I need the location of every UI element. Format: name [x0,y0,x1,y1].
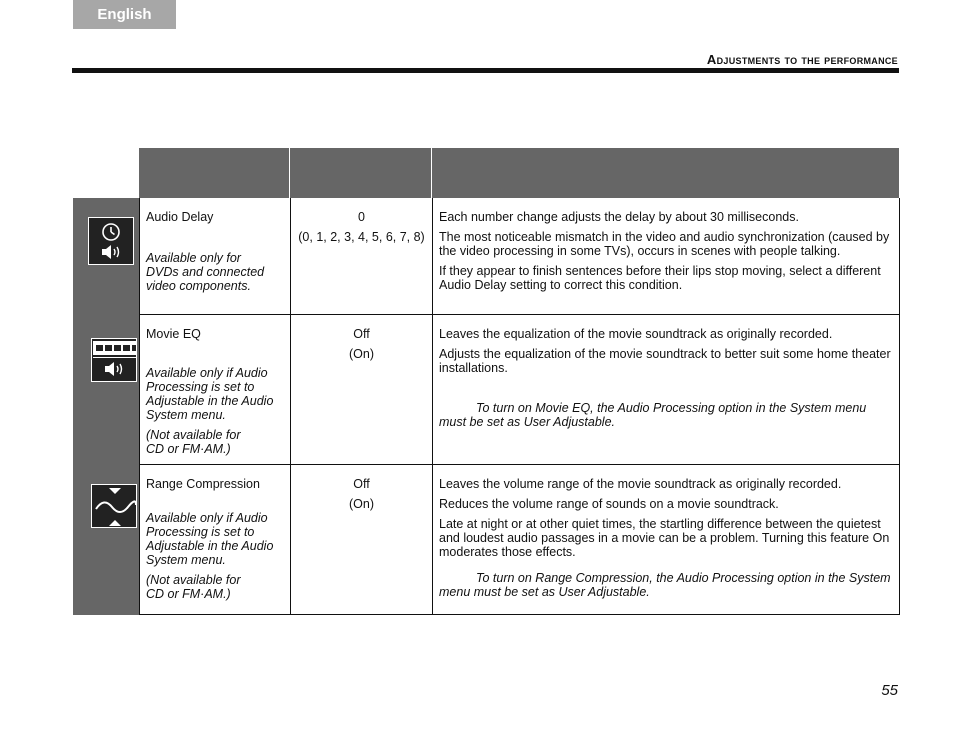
setting-note: Available only if Audio Processing is set to Adjustable in the Audio System menu. [146,511,274,567]
tip-text: To turn on Movie EQ, the Audio Processing option in the System menu must be set as User Adjustable. [439,401,867,429]
description-text: Leaves the equalization of the movie soundtrack as originally recorded. [439,327,833,341]
setting-name: Audio Delay [146,210,214,224]
value-cell [291,315,433,464]
value-options: (0, 1, 2, 3, 4, 5, 6, 7, 8) [298,230,425,244]
table-row [139,465,900,615]
table-header-cell [139,148,290,198]
setting-cell [140,465,291,614]
description-text: If they appear to finish sentences before their lips stop moving, select a different Audio Delay setting to correct this condition. [439,264,881,292]
setting-note: Available only if Audio Processing is set to Adjustable in the Audio System menu. [146,366,274,422]
description-text: The most noticeable mismatch in the video and audio synchronization (caused by the video processing in some TVs), occurs in scenes with people talking. [439,230,890,258]
description-text: Late at night or at other quiet times, the startling difference between the quietest and loudest audio passages in a movie can be a problem. Turning this feature On moderates those effects. [439,517,890,559]
default-value: Off [353,327,370,341]
description-cell [433,465,899,614]
table-header-cell [290,148,432,198]
setting-name: Range Compression [146,477,260,491]
table-row [139,315,900,465]
description-text: Reduces the volume range of sounds on a movie soundtrack. [439,497,779,511]
setting-note: (Not available for CD or FM·AM.) [146,428,241,456]
setting-name: Movie EQ [146,327,201,341]
table-header-cell [432,148,899,198]
default-value: Off [353,477,370,491]
setting-note: Available only for DVDs and connected video components. [146,251,265,293]
language-tab[interactable]: English [73,0,176,29]
value-cell [291,465,433,614]
table-row [139,198,900,315]
value-options: (On) [349,347,374,361]
setting-cell [140,198,291,314]
tip-text: To turn on Range Compression, the Audio Processing option in the System menu must be set as User Adjustable. [439,571,891,599]
value-options: (On) [349,497,374,511]
setting-note: (Not available for CD or FM·AM.) [146,573,241,601]
description-cell [433,198,899,314]
value-cell [291,198,433,314]
range-compression-icon [91,484,137,528]
header-rule [72,68,899,73]
default-value: 0 [358,210,365,224]
section-title: Adjustments to the performance [706,52,898,67]
clock-speaker-icon [88,217,134,265]
description-text: Each number change adjusts the delay by about 30 milliseconds. [439,210,799,224]
setting-cell [140,315,291,464]
film-speaker-icon [91,338,137,382]
page-number: 55 [881,682,898,699]
description-cell [433,315,899,464]
description-text: Leaves the volume range of the movie soundtrack as originally recorded. [439,477,842,491]
description-text: Adjusts the equalization of the movie soundtrack to better suit some home theater installations. [439,347,891,375]
table-header [139,148,899,198]
